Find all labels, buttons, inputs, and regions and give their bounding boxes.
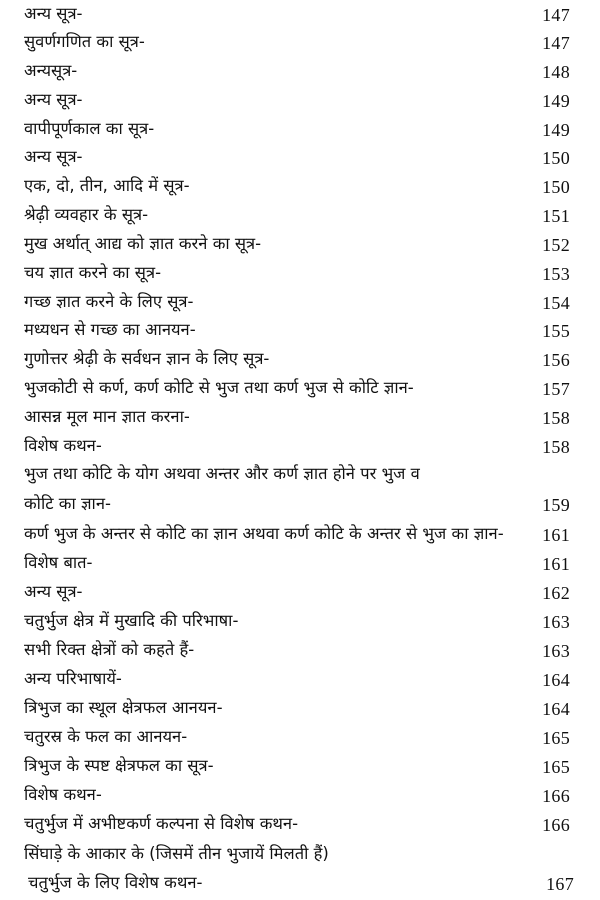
toc-entry	[24, 0, 584, 29]
entry-title: विशेष कथन-	[24, 436, 102, 456]
toc-entry	[24, 28, 584, 57]
toc-entry	[24, 288, 584, 317]
entry-page-number: 162	[542, 582, 570, 603]
entry-title: मध्यधन से गच्छ का आनयन-	[24, 320, 196, 340]
entry-title: चतुरस्र के फल का आनयन-	[24, 727, 188, 747]
toc-entry	[24, 259, 584, 288]
entry-page-number: 148	[542, 61, 570, 82]
entry-title: गच्छ ज्ञात करने के लिए सूत्र-	[24, 292, 194, 312]
entry-page-number: 155	[542, 320, 570, 341]
entry-title: अन्य सूत्र-	[24, 90, 83, 110]
entry-title: अन्य सूत्र-	[24, 582, 83, 602]
entry-page-number: 163	[542, 611, 570, 632]
toc-entry	[24, 694, 584, 723]
entry-title: भुज तथा कोटि के योग अथवा अन्तर और कर्ण ज्ञात होने पर भुज व	[24, 464, 420, 484]
entry-title: कर्ण भुज के अन्तर से कोटि का ज्ञान अथवा कर्ण कोटि के अन्तर से भुज का ज्ञान-	[24, 524, 504, 544]
entry-page-number: 150	[542, 176, 570, 197]
entry-title: अन्य सूत्र-	[24, 4, 83, 24]
entry-page-number: 158	[542, 436, 570, 457]
toc-entry	[24, 752, 584, 781]
entry-title: चतुर्भुज में अभीष्टकर्ण कल्पना से विशेष कथन-	[24, 814, 299, 834]
entry-page-number: 166	[542, 814, 570, 835]
entry-title: विशेष बात-	[24, 553, 93, 573]
toc-entry	[24, 432, 584, 461]
entry-title: चतुर्भुज के लिए विशेष कथन-	[28, 873, 203, 893]
entry-page-number: 149	[542, 119, 570, 140]
toc-entry	[24, 403, 584, 432]
entry-page-number: 164	[542, 669, 570, 690]
toc-entry	[24, 345, 584, 374]
entry-title: कोटि का ज्ञान-	[24, 494, 111, 514]
toc-entry	[24, 723, 584, 752]
entry-title: सभी रिक्त क्षेत्रों को कहते हैं-	[24, 640, 195, 660]
entry-page-number: 147	[542, 32, 570, 53]
entry-title: सुवर्णगणित का सूत्र-	[24, 32, 145, 52]
entry-page-number: 151	[542, 205, 570, 226]
toc-entry	[24, 607, 584, 636]
toc-entry	[24, 115, 584, 144]
toc-entry	[24, 636, 584, 665]
entry-title: एक, दो, तीन, आदि में सूत्र-	[24, 176, 190, 196]
entry-page-number: 152	[542, 234, 570, 255]
entry-title: त्रिभुज का स्थूल क्षेत्रफल आनयन-	[24, 698, 223, 718]
entry-page-number: 165	[542, 727, 570, 748]
entry-title: श्रेढ़ी व्यवहार के सूत्र-	[24, 205, 149, 225]
entry-title: सिंघाड़े के आकार के (जिसमें तीन भुजायें मिलती हैं)	[24, 844, 329, 864]
entry-title: गुणोत्तर श्रेढ़ी के सर्वधन ज्ञान के लिए सूत्र-	[24, 349, 270, 369]
toc-entry	[24, 520, 584, 549]
entry-page-number: 165	[542, 756, 570, 777]
entry-title: चतुर्भुज क्षेत्र में मुखादि की परिभाषा-	[24, 611, 239, 631]
toc-entry	[24, 549, 584, 578]
toc-entry	[24, 460, 584, 489]
entry-page-number: 154	[542, 292, 570, 313]
entry-title: विशेष कथन-	[24, 785, 102, 805]
toc-entry	[24, 374, 584, 403]
toc-entry	[24, 316, 584, 345]
entry-page-number: 159	[542, 494, 570, 515]
entry-page-number: 161	[542, 553, 570, 574]
entry-title: मुख अर्थात् आद्य को ज्ञात करने का सूत्र-	[24, 234, 262, 254]
entry-title: चय ज्ञात करने का सूत्र-	[24, 263, 162, 283]
entry-title: वापीपूर्णकाल का सूत्र-	[24, 119, 155, 139]
entry-page-number: 149	[542, 90, 570, 111]
entry-title: आसन्न मूल मान ज्ञात करना-	[24, 407, 190, 427]
entry-page-number: 167	[546, 873, 574, 894]
entry-title: अन्य सूत्र-	[24, 147, 83, 167]
toc-entry	[24, 810, 584, 839]
toc-entry	[24, 86, 584, 115]
toc-entry	[24, 143, 584, 172]
entry-page-number: 150	[542, 147, 570, 168]
entry-page-number: 164	[542, 698, 570, 719]
entry-page-number: 147	[542, 4, 570, 25]
toc-entry	[24, 172, 584, 201]
toc-entry	[24, 57, 584, 86]
toc-entry	[24, 781, 584, 810]
entry-page-number: 156	[542, 349, 570, 370]
entry-page-number: 158	[542, 407, 570, 428]
toc-entry	[28, 869, 588, 898]
toc-entry	[24, 665, 584, 694]
toc-entry	[24, 490, 584, 519]
toc-entry	[24, 578, 584, 607]
entry-title: अन्यसूत्र-	[24, 61, 78, 81]
entry-title: त्रिभुज के स्पष्ट क्षेत्रफल का सूत्र-	[24, 756, 214, 776]
entry-page-number: 157	[542, 378, 570, 399]
entry-page-number: 166	[542, 785, 570, 806]
entry-title: भुजकोटी से कर्ण, कर्ण कोटि से भुज तथा कर्ण भुज से कोटि ज्ञान-	[24, 378, 414, 398]
toc-entry	[24, 230, 584, 259]
toc-entry	[24, 201, 584, 230]
entry-title: अन्य परिभाषायें-	[24, 669, 122, 689]
entry-page-number: 161	[542, 524, 570, 545]
entry-page-number: 153	[542, 263, 570, 284]
entry-page-number: 163	[542, 640, 570, 661]
toc-entry	[24, 840, 584, 869]
